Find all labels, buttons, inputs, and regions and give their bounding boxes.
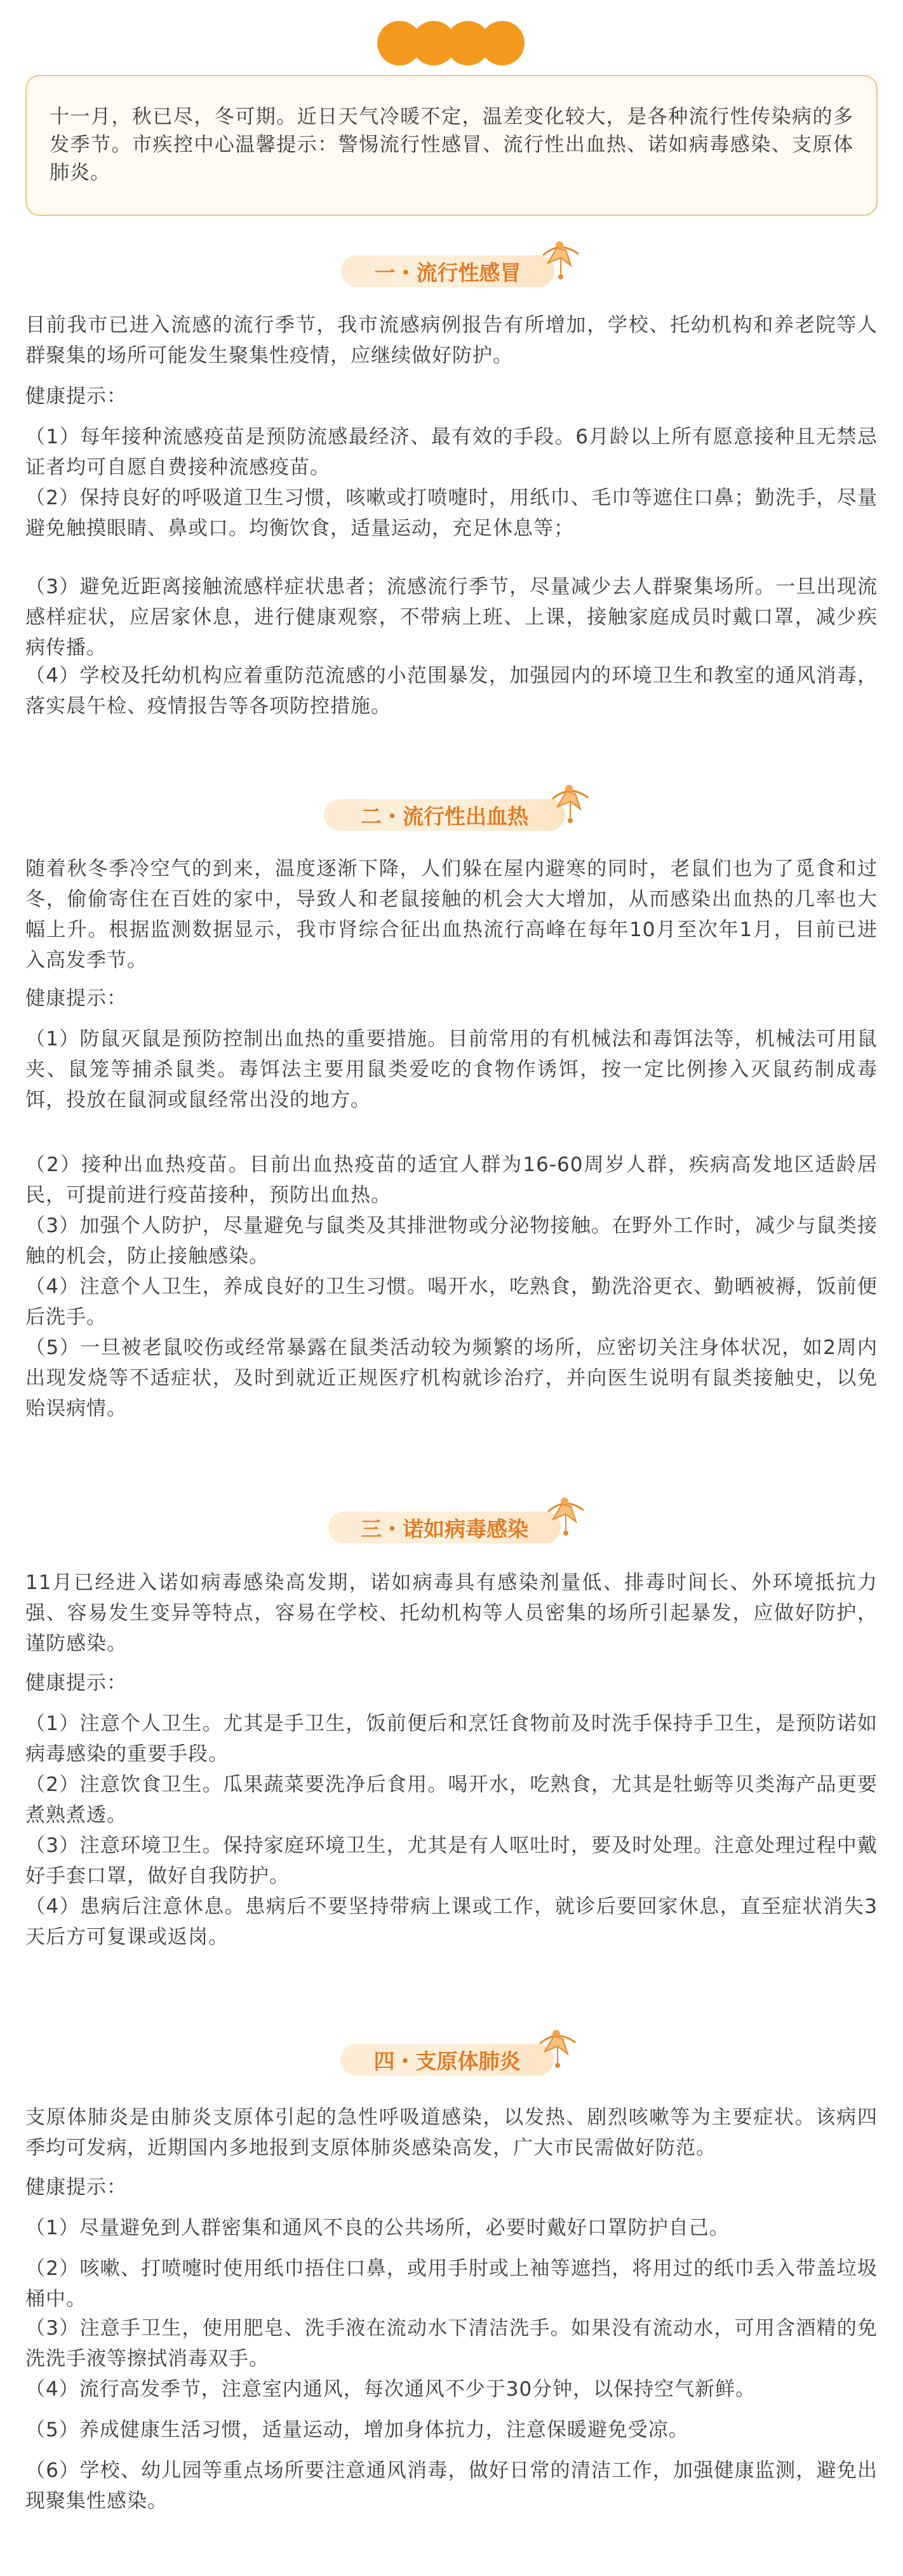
tips-label: 健康提示： bbox=[25, 2176, 127, 2199]
tips-label: 健康提示： bbox=[25, 385, 127, 408]
section-title-pill bbox=[341, 255, 554, 287]
section-title-1 bbox=[341, 236, 582, 297]
tip-item: （3）注意手卫生，使用肥皂、洗手液在流动水下清洁洗手。如果没有流动水，可用含酒精的免洗洗手液等擦拭消毒双手。 bbox=[25, 2317, 878, 2370]
tip-item: （4）注意个人卫生，养成良好的卫生习惯。喝开水，吃熟食，勤洗浴更衣、勤晒被褥，饭前便后洗手。 bbox=[25, 1275, 878, 1329]
section-intro: 目前我市已进入流感的流行季节，我市流感病例报告有所增加，学校、托幼机构和养老院等人群聚集的场所可能发生聚集性疫情，应继续做好防护。 bbox=[25, 314, 878, 367]
lantern-icon bbox=[547, 780, 592, 841]
intro-box bbox=[25, 75, 878, 216]
tip-item: （4）患病后注意休息。患病后不要坚持带病上课或工作，就诊后要回家休息，直至症状消失3天后方可复课或返岗。 bbox=[25, 1895, 878, 1949]
lantern-icon bbox=[543, 1493, 587, 1553]
section-title-pill bbox=[328, 1512, 561, 1543]
section-title-3 bbox=[328, 1493, 589, 1553]
section-title-text: 三・诺如病毒感染 bbox=[361, 1516, 528, 1541]
tip-item: （3）避免近距离接触流感样症状患者；流感流行季节，尽量减少去人群聚集场所。一旦出现流感样症状，应居家休息，进行健康观察，不带病上班、上课，接触家庭成员时戴口罩，减少疾病传播。 bbox=[25, 575, 878, 659]
intro-text: 十一月，秋已尽，冬可期。近日天气冷暖不定，温差变化较大，是各种流行性传染病的多发季节。市疾控中心温馨提示：警惕流行性感冒、流行性出血热、诺如病毒感染、支原体肺炎。 bbox=[50, 105, 853, 184]
tip-item: （2）注意饮食卫生。瓜果蔬菜要洗净后食用。喝开水，吃熟食，尤其是牡蛎等贝类海产品更要煮熟煮透。 bbox=[25, 1773, 878, 1827]
section-title-2 bbox=[324, 780, 591, 841]
tip-item: （1）防鼠灭鼠是预防控制出血热的重要措施。目前常用的有机械法和毒饵法等，机械法可用鼠夹、鼠笼等捕杀鼠类。毒饵法主要用鼠类爱吃的食物作诱饵，按一定比例掺入灭鼠药制成毒饵，投放在鼠洞或鼠经常出没的地方。 bbox=[25, 1028, 878, 1111]
section-title-pill bbox=[340, 2044, 554, 2076]
tips-label: 健康提示： bbox=[25, 987, 127, 1010]
section-title-4 bbox=[340, 2025, 582, 2086]
tip-item: （2）保持良好的呼吸道卫生习惯，咳嗽或打喷嚏时，用纸巾、毛巾等遮住口鼻；勤洗手，尽量避免触摸眼睛、鼻或口。均衡饮食，适量运动，充足休息等； bbox=[25, 486, 878, 540]
tip-item: （4）流行高发季节，注意室内通风，每次通风不少于30分钟，以保持空气新鲜。 bbox=[25, 2378, 756, 2401]
section-title-text: 四・支原体肺炎 bbox=[373, 2048, 521, 2074]
tip-item: （5）养成健康生活习惯，适量运动，增加身体抗力，注意保暖避免受凉。 bbox=[25, 2418, 689, 2441]
section-intro: 支原体肺炎是由肺炎支原体引起的急性呼吸道感染，以发热、剧烈咳嗽等为主要症状。该病四季均可发病，近期国内多地报到支原体肺炎感染高发，广大市民需做好防范。 bbox=[25, 2106, 878, 2159]
header-dot bbox=[480, 21, 525, 65]
tip-item: （3）加强个人防护，尽量避免与鼠类及其排泄物或分泌物接触。在野外工作时，减少与鼠类接触的机会，防止接触感染。 bbox=[25, 1214, 878, 1268]
tip-item: （6）学校、幼儿园等重点场所要注意通风消毒，做好日常的清洁工作，加强健康监测，避免出现聚集性感染。 bbox=[25, 2459, 878, 2512]
lantern-icon bbox=[535, 2025, 579, 2086]
section-title-text: 二・流行性出血热 bbox=[361, 803, 528, 829]
section-intro: 11月已经进入诺如病毒感染高发期，诺如病毒具有感染剂量低、排毒时间长、外环境抵抗力强、容易发生变异等特点，容易在学校、托幼机构等人员密集的场所引起暴发，应做好防护，谨防感染。 bbox=[25, 1571, 878, 1655]
tip-item: （1）尽量避免到人群密集和通风不良的公共场所，必要时戴好口罩防护自己。 bbox=[25, 2217, 730, 2239]
tips-label: 健康提示： bbox=[25, 1672, 127, 1694]
tip-item: （2）咳嗽、打喷嚏时使用纸巾捂住口鼻，或用手肘或上袖等遮挡，将用过的纸巾丢入带盖垃圾桶中。 bbox=[25, 2257, 878, 2311]
lantern-icon bbox=[538, 236, 582, 297]
tip-item: （4）学校及托幼机构应着重防范流感的小范围暴发，加强园内的环境卫生和教室的通风消毒，落实晨午检、疫情报告等各项防控措施。 bbox=[25, 664, 878, 718]
section-title-text: 一・流行性感冒 bbox=[374, 260, 521, 285]
section-title-pill bbox=[324, 799, 565, 831]
tip-item: （5）一旦被老鼠咬伤或经常暴露在鼠类活动较为频繁的场所，应密切关注身体状况，如2周内出现发烧等不适症状，及时到就近正规医疗机构就诊治疗，并向医生说明有鼠类接触史，以免贻误病情。 bbox=[25, 1336, 878, 1420]
tip-item: （1）注意个人卫生。尤其是手卫生，饭前便后和烹饪食物前及时洗手保持手卫生，是预防诺如病毒感染的重要手段。 bbox=[25, 1712, 878, 1766]
header-dots bbox=[377, 21, 526, 65]
tip-item: （2）接种出血热疫苗。目前出血热疫苗的适宜人群为16-60周岁人群，疾病高发地区适龄居民，可提前进行疫苗接种，预防出血热。 bbox=[25, 1153, 878, 1207]
tip-item: （3）注意环境卫生。保持家庭环境卫生，尤其是有人呕吐时，要及时处理。注意处理过程中戴好手套口罩，做好自我防护。 bbox=[25, 1834, 878, 1888]
tip-item: （1）每年接种流感疫苗是预防流感最经济、最有效的手段。6月龄以上所有愿意接种且无禁忌证者均可自愿自费接种流感疫苗。 bbox=[25, 426, 878, 479]
section-intro: 随着秋冬季冷空气的到来，温度逐渐下降，人们躲在屋内避寒的同时，老鼠们也为了觅食和过冬，偷偷寄住在百姓的家中，导致人和老鼠接触的机会大大增加，从而感染出血热的几率也大幅上升。根据监测数据显示，我市肾综合征出血热流行高峰在每年10月至次年1月，目前已进入高发季节。 bbox=[25, 857, 878, 972]
